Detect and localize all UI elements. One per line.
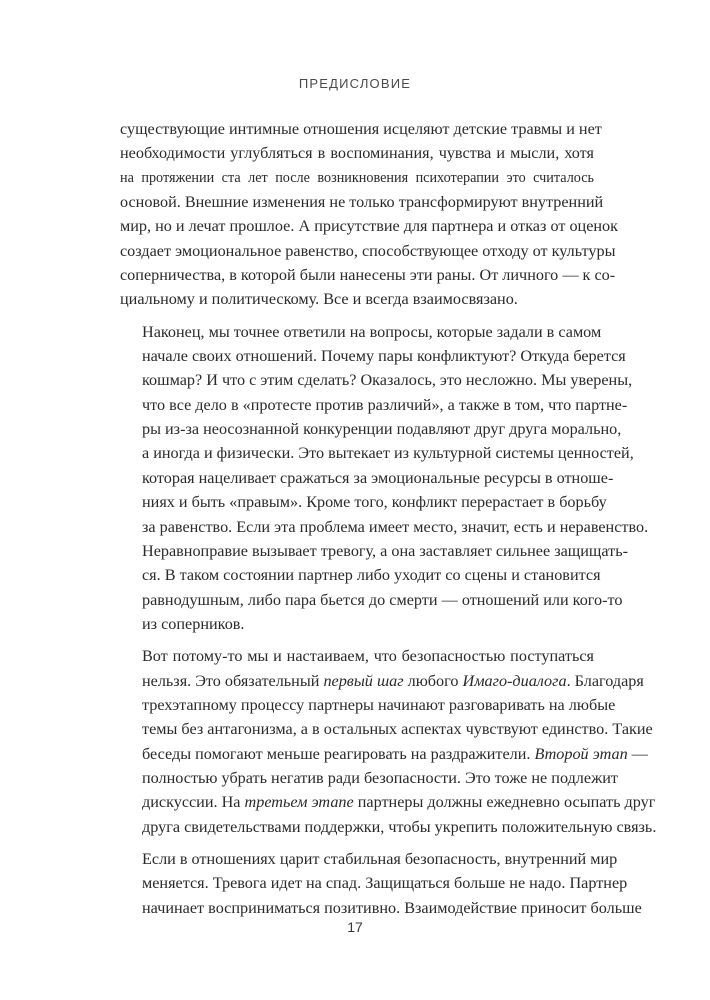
text-line: циальному и политическому. Все и всегда взаимосвязано. [120,290,518,309]
emphasis-third-stage: третьем этапе [244,793,354,812]
text-line: существующие интимные отношения исцеляют детские травмы и нет [120,120,602,138]
text-line: начале своих отношений. Почему пары конфликтуют? Откуда берется [142,347,626,366]
paragraph-3 [120,644,657,839]
text-line: Если в отношениях царит стабильная безопасность, внутренний мир [142,849,618,868]
text-line: Неравноправие вызывает тревогу, а она заставляет сильнее защищать- [142,541,628,560]
text-run: беседы помогают меньше реагировать на раздражители. [142,744,535,763]
running-head: ПРЕДИСЛОВИЕ [298,76,412,91]
text-line: создает эмоциональное равенство, способствующее отходу от культуры [120,241,616,260]
text-run: нельзя. Это обязательный [142,671,324,690]
text-line: за равенство. Если эта проблема имеет место, значит, есть и неравенство. [142,517,649,536]
text-line: полностью убрать негатив ради безопасности. Это тоже не подлежит [142,768,618,787]
paragraph-4 [120,847,642,920]
text-line [120,742,648,766]
text-line: Наконец, мы точнее ответили на вопросы, которые задали в самом [142,322,602,341]
text-run: партнеры должны ежедневно осыпать друг [353,793,656,812]
emphasis-imago-dialogue: Имаго-диалога [462,671,567,690]
text-line: меняется. Тревога идет на спад. Защищаться больше не надо. Партнер [142,874,628,893]
text-line: которая нацеливает сражаться за эмоциональные ресурсы в отноше- [142,468,614,487]
text-line: что все дело в «протесте против различий», а также в том, что партне- [142,395,628,414]
text-line: равнодушным, либо пара бьется до смерти — отношений или кого-то [142,590,623,609]
text-run: любого [403,671,463,690]
text-line: на протяжении ста лет после возникновения психотерапии это считалось [120,169,594,186]
text-line: соперничества, в которой были нанесены эти раны. От личного — к со- [120,266,616,285]
text-run: . Благодаря [566,671,644,690]
paragraph-1 [120,117,619,312]
text-run: дискуссии. На [142,793,245,812]
text-line [120,669,644,693]
body-text [120,117,657,920]
text-line: мир, но и лечат прошлое. А присутствие для партнера и отказ от оценок [120,217,619,236]
text-line: темы без антагонизма, а в остальных аспектах чувствуют единство. Такие [142,720,653,739]
text-line: ниях и быть «правым». Кроме того, конфликт перерастает в борьбу [142,493,607,512]
emphasis-second-stage: Второй этап [534,744,628,763]
text-line: начинает восприниматься позитивно. Взаимодействие приносит больше [142,898,642,917]
text-line: из соперников. [142,614,245,633]
emphasis-first-step: первый шаг [323,671,404,690]
text-line: ся. В таком состоянии партнер либо уходит со сцены и становится [142,566,601,585]
text-line: основой. Внешние изменения не только трансформируют внутренний [120,193,604,212]
text-line: Вот потому-то мы и настаиваем, что безопасностью поступаться [142,647,594,666]
text-line: ры из-за неосознанной конкуренции подавляют друг друга морально, [142,420,622,439]
paragraph-2 [120,320,649,636]
page-number: 17 [347,919,363,935]
text-line: трехэтапному процессу партнеры начинают разговаривать на любые [142,695,616,714]
text-run: — [627,744,648,763]
text-line: кошмар? И что с этим сделать? Оказалось, это несложно. Мы уверены, [142,371,633,390]
text-line [120,790,656,814]
text-line: а иногда и физически. Это вытекает из культурной системы ценностей, [142,444,634,463]
text-line: друга свидетельствами поддержки, чтобы укрепить положительную связь. [142,817,657,836]
text-line: необходимости углубляться в воспоминания, чувства и мысли, хотя [120,144,594,163]
